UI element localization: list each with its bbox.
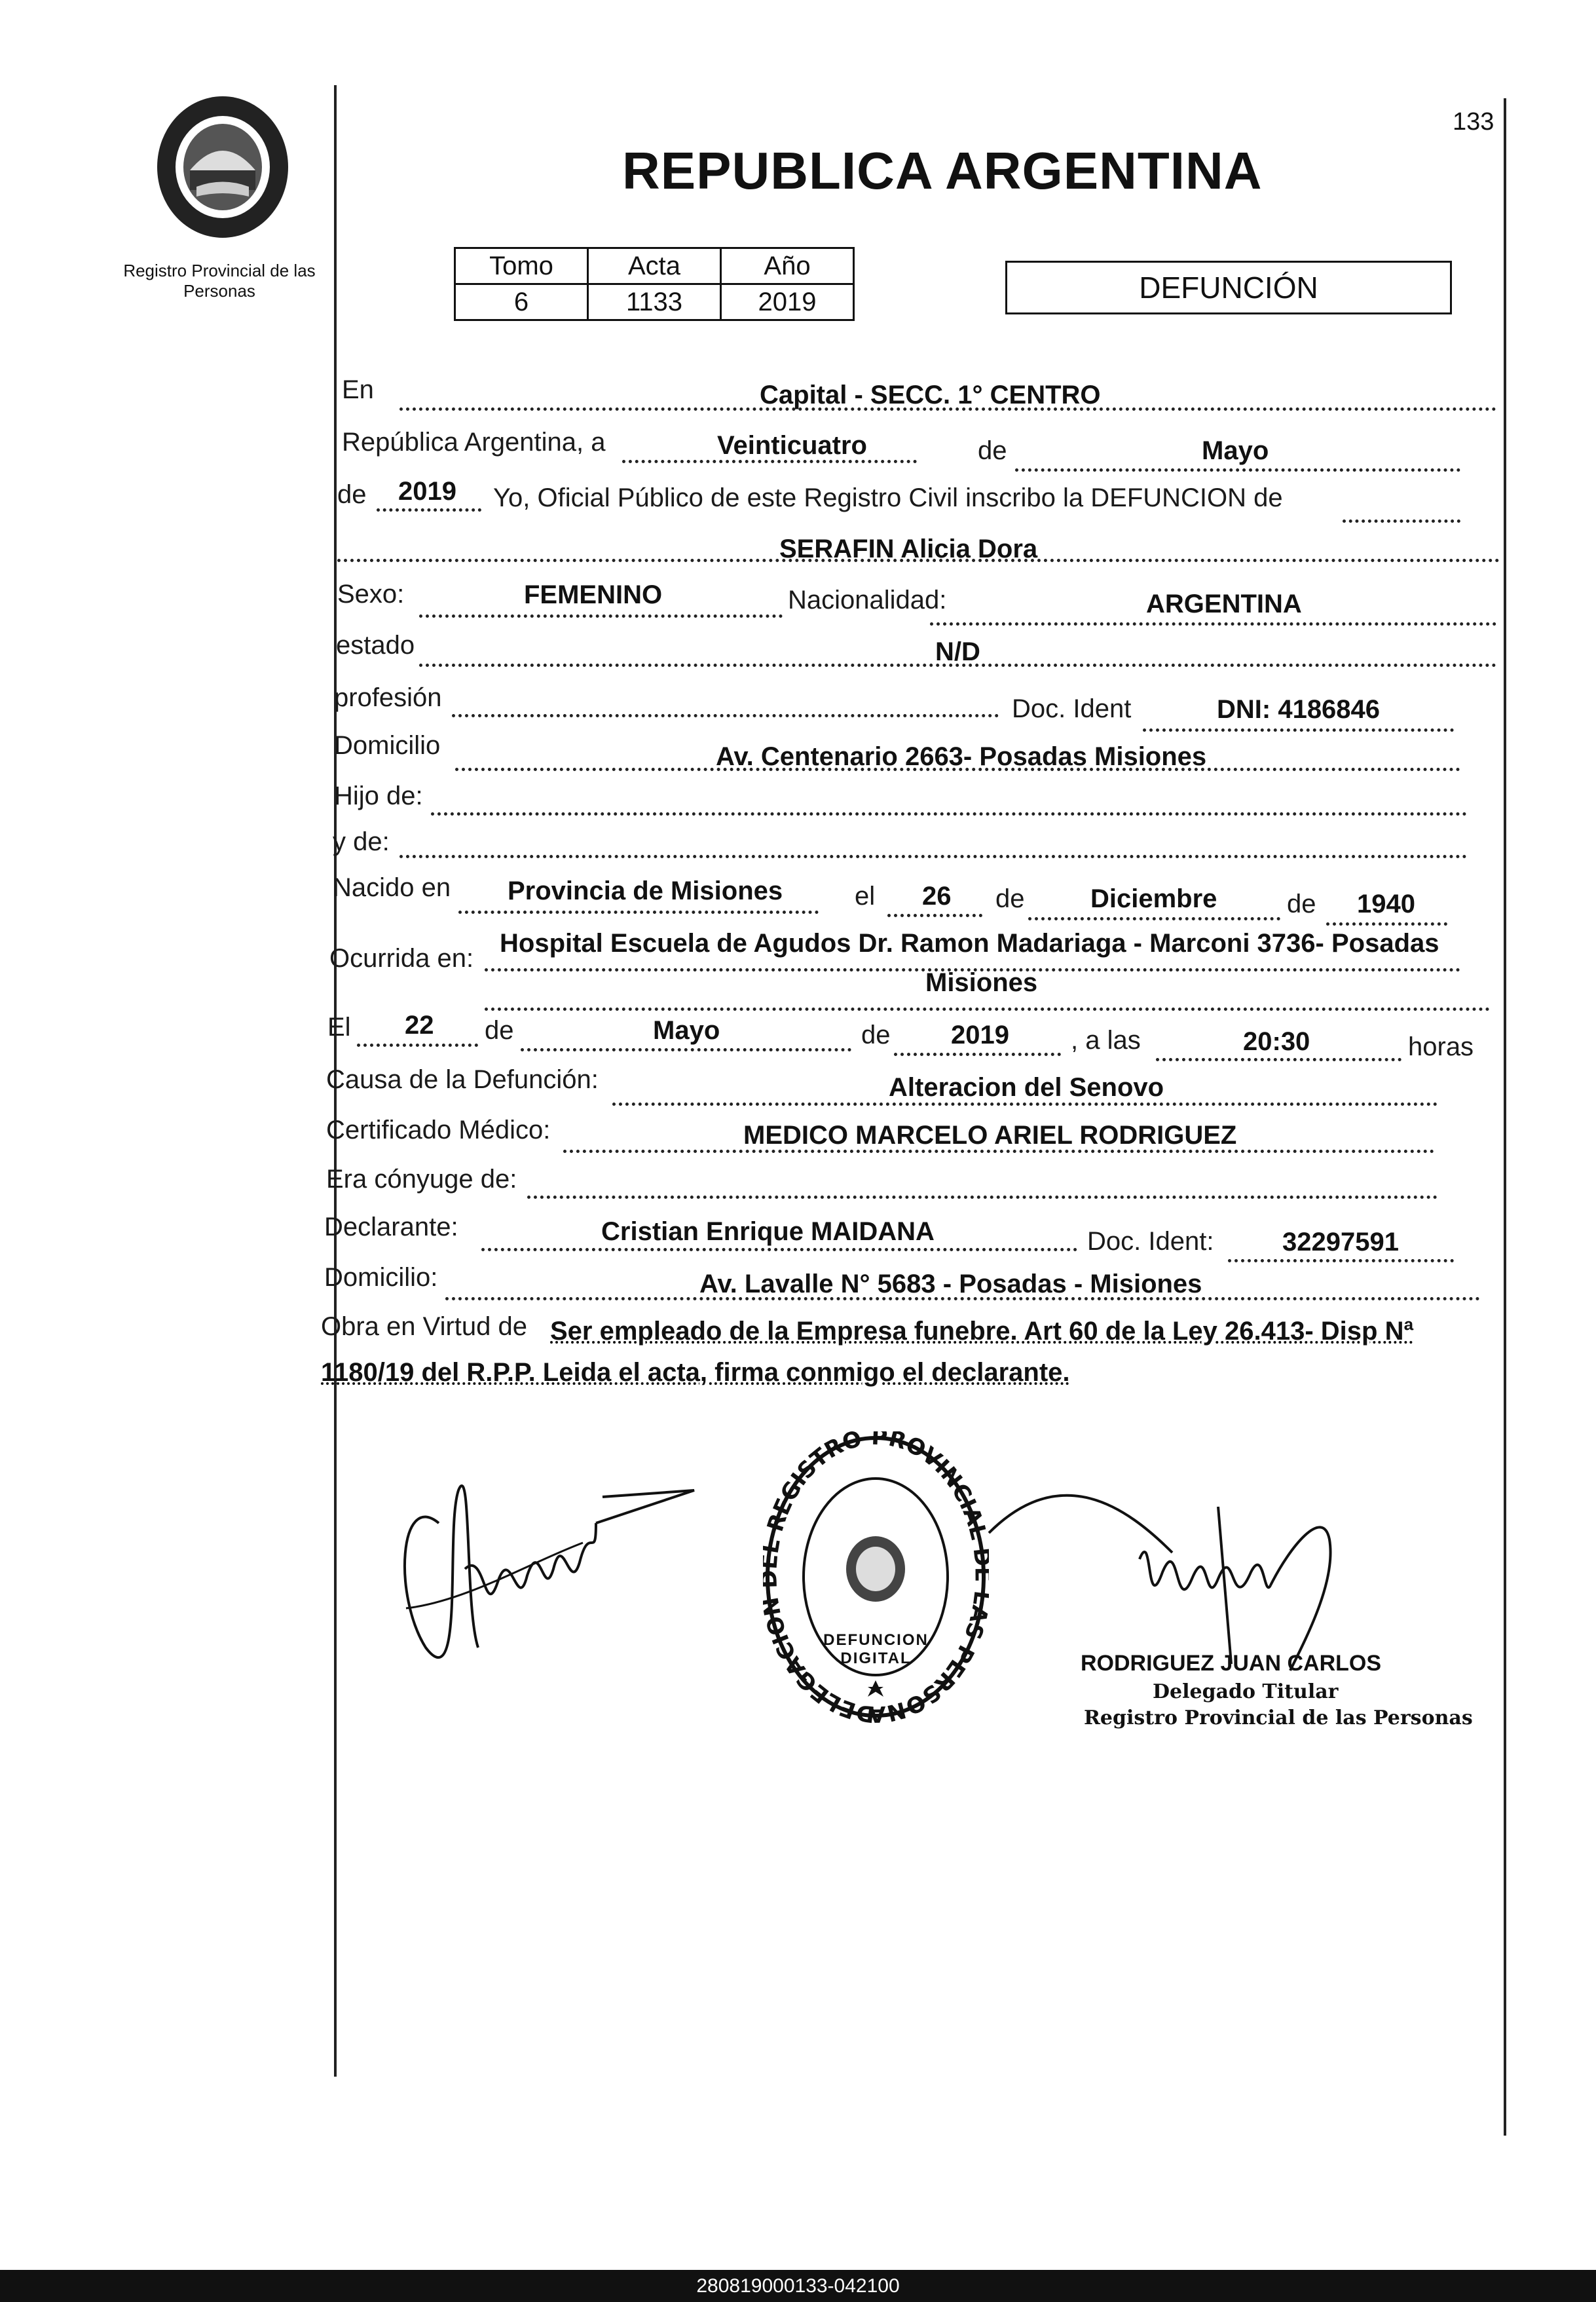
nacido-label: Nacido en <box>333 873 451 902</box>
conyuge-label: Era cónyuge de: <box>326 1165 517 1194</box>
document-type: DEFUNCIÓN <box>1139 271 1318 305</box>
yde-line <box>399 855 1467 858</box>
death-time: 20:30 <box>1243 1027 1310 1056</box>
declarante-value: Cristian Enrique MAIDANA <box>601 1217 935 1246</box>
sexo-label: Sexo: <box>337 580 405 609</box>
ocurrida-line2: Misiones <box>925 968 1038 997</box>
signatory-role: Delegado Titular <box>1153 1680 1339 1703</box>
el2-label: El <box>327 1013 351 1042</box>
oficial-text: Yo, Oficial Público de este Registro Civil inscribo la DEFUNCION de <box>493 483 1283 512</box>
ocurrida-label: Ocurrida en: <box>329 944 474 973</box>
deceased-name: SERAFIN Alicia Dora <box>779 535 1038 563</box>
certificado-label: Certificado Médico: <box>326 1116 551 1144</box>
day-line <box>622 460 917 463</box>
month-value: Mayo <box>1202 436 1269 465</box>
tomo-value: 6 <box>455 284 588 320</box>
month-line <box>1015 468 1460 472</box>
doc2-line <box>1228 1259 1454 1262</box>
conyuge-line <box>527 1196 1438 1199</box>
birth-day-line <box>887 914 982 917</box>
de-label-5: de <box>485 1016 514 1045</box>
obra-label: Obra en Virtud de <box>321 1312 528 1341</box>
death-time-line <box>1156 1058 1401 1061</box>
death-year-line <box>894 1053 1061 1056</box>
place-value: Capital - SECC. 1° CENTRO <box>760 381 1101 409</box>
signatory-org: Registro Provincial de las Personas <box>1084 1707 1473 1729</box>
nacido-line <box>458 911 819 914</box>
page-number: 133 <box>1453 108 1494 136</box>
acta-value: 1133 <box>588 284 721 320</box>
seal-ring-text: DELEGACIO REGISTRO PROVINCIAL S PERSONA <box>763 1431 989 1727</box>
alas-label: , a las <box>1071 1026 1141 1055</box>
document-type-box <box>1005 261 1452 314</box>
death-day: 22 <box>405 1011 434 1040</box>
footer-code: 280819000133-042100 <box>0 2270 1596 2302</box>
page-title: REPUBLICA ARGENTINA <box>622 142 1263 200</box>
horas-label: horas <box>1408 1032 1474 1061</box>
certificado-value: MEDICO MARCELO ARIEL RODRIGUEZ <box>743 1121 1237 1150</box>
doc-label: Doc. Ident <box>1012 694 1132 723</box>
birth-day: 26 <box>922 882 952 911</box>
birth-year-line <box>1326 922 1447 926</box>
nacionalidad-line <box>930 622 1496 626</box>
doc2-label: Doc. Ident: <box>1087 1227 1214 1256</box>
hijo-label: Hijo de: <box>334 782 423 810</box>
domicilio-value: Av. Centenario 2663- Posadas Misiones <box>716 742 1207 771</box>
doc2-value: 32297591 <box>1282 1228 1399 1256</box>
ocurrida-line-b <box>485 1008 1490 1011</box>
domicilio-label: Domicilio <box>334 731 441 760</box>
oficial-line <box>1343 519 1460 523</box>
signatory-name: RODRIGUEZ JUAN CARLOS <box>1081 1651 1382 1676</box>
estado-value: N/D <box>935 637 980 666</box>
causa-label: Causa de la Defunción: <box>326 1065 599 1094</box>
causa-line <box>612 1103 1438 1106</box>
year-line <box>377 508 481 512</box>
de-label-4: de <box>1287 890 1316 918</box>
birth-month: Diciembre <box>1090 884 1217 913</box>
de-label-1: de <box>978 436 1007 465</box>
declarante-label: Declarante: <box>324 1213 458 1241</box>
right-margin-line <box>1504 98 1506 2136</box>
yde-label: y de: <box>333 827 390 856</box>
declarante-line <box>481 1248 1077 1251</box>
province-logo <box>151 92 295 242</box>
sexo-value: FEMENINO <box>524 580 663 609</box>
birth-year: 1940 <box>1357 890 1415 918</box>
certificado-line <box>563 1150 1434 1153</box>
anio-header: Año <box>721 248 854 284</box>
hijo-line <box>431 812 1467 816</box>
republica-label: República Argentina, a <box>342 428 606 457</box>
de-label-3: de <box>995 884 1025 913</box>
domicilio2-label: Domicilio: <box>324 1263 438 1292</box>
obra-line2: 1180/19 del R.P.P. Leida el acta, firma conmigo el declarante. <box>321 1358 1070 1387</box>
death-day-line <box>357 1044 478 1047</box>
profesion-label: profesión <box>334 683 442 712</box>
day-value: Veinticuatro <box>717 431 867 460</box>
sexo-line <box>419 614 783 618</box>
ocurrida-line1: Hospital Escuela de Agudos Dr. Ramon Madariaga - Marconi 3736- Posadas <box>500 929 1439 958</box>
tomo-header: Tomo <box>455 248 588 284</box>
acta-header: Acta <box>588 248 721 284</box>
causa-value: Alteracion del Senovo <box>889 1073 1164 1102</box>
registry-name: Registro Provincial de las Personas <box>123 261 316 301</box>
obra-line1: Ser empleado de la Empresa funebre. Art 60 de la Ley 26.413- Disp Nª <box>550 1317 1414 1346</box>
nacionalidad-value: ARGENTINA <box>1146 590 1302 618</box>
de-label-2: de <box>337 480 367 509</box>
de-label-6: de <box>861 1021 891 1049</box>
registry-seal <box>763 1431 989 1729</box>
nacionalidad-label: Nacionalidad: <box>788 586 947 614</box>
anio-value: 2019 <box>721 284 854 320</box>
death-month: Mayo <box>653 1016 720 1045</box>
death-year: 2019 <box>951 1021 1009 1049</box>
year-value: 2019 <box>398 477 456 506</box>
domicilio2-value: Av. Lavalle N° 5683 - Posadas - Misiones <box>699 1270 1202 1298</box>
estado-label: estado <box>336 631 415 660</box>
record-table <box>454 247 855 321</box>
profesion-line <box>452 714 999 717</box>
nacido-value: Provincia de Misiones <box>508 877 783 905</box>
death-month-line <box>521 1048 851 1051</box>
el-label: el <box>855 882 876 911</box>
en-label: En <box>342 375 374 404</box>
seal-inner-text: DEFUNCION DIGITAL <box>823 1631 929 1667</box>
doc-value: DNI: 4186846 <box>1217 695 1381 724</box>
doc-line <box>1143 728 1454 732</box>
birth-month-line <box>1028 917 1280 920</box>
declarante-signature <box>386 1451 714 1700</box>
